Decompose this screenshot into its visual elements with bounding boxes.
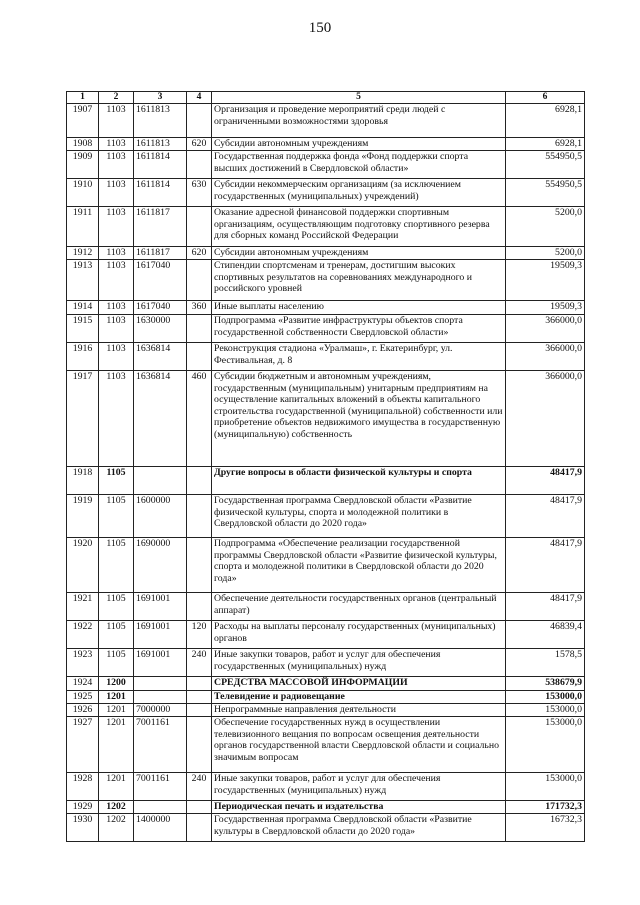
row-name: Расходы на выплаты персоналу государственных (муниципальных) органов xyxy=(212,621,506,649)
row-name: Стипендии спортсменам и тренерам, достигшим высоких спортивных результатов на соревнованиях международного и российского уровней xyxy=(212,260,506,301)
table-row xyxy=(67,495,585,538)
table-row xyxy=(67,773,585,801)
expense-type xyxy=(187,260,212,301)
target-code: 1691001 xyxy=(134,593,187,621)
expense-type xyxy=(187,343,212,371)
expense-type: 240 xyxy=(187,773,212,801)
column-header: 1 xyxy=(67,92,99,104)
row-sum: 48417,9 xyxy=(506,538,585,593)
row-number: 1928 xyxy=(67,773,99,801)
expense-type xyxy=(187,538,212,593)
table-row xyxy=(67,179,585,207)
expense-type: 620 xyxy=(187,247,212,260)
row-number: 1907 xyxy=(67,104,99,138)
row-number: 1930 xyxy=(67,814,99,842)
table-row xyxy=(67,138,585,151)
table-body xyxy=(67,104,585,842)
row-number: 1908 xyxy=(67,138,99,151)
target-code: 7000000 xyxy=(134,704,187,717)
row-sum: 19509,3 xyxy=(506,260,585,301)
budget-table xyxy=(66,91,585,842)
section-code: 1202 xyxy=(99,814,134,842)
row-number: 1922 xyxy=(67,621,99,649)
row-sum: 153000,0 xyxy=(506,717,585,773)
expense-type xyxy=(187,315,212,343)
target-code: 1611814 xyxy=(134,151,187,179)
target-code: 1617040 xyxy=(134,301,187,315)
table-row xyxy=(67,649,585,677)
expense-type xyxy=(187,814,212,842)
row-sum: 46839,4 xyxy=(506,621,585,649)
row-number: 1924 xyxy=(67,677,99,691)
section-code: 1103 xyxy=(99,301,134,315)
row-name: Субсидии автономным учреждениям xyxy=(212,138,506,151)
section-code: 1103 xyxy=(99,151,134,179)
column-header: 5 xyxy=(212,92,506,104)
section-code: 1103 xyxy=(99,247,134,260)
row-number: 1919 xyxy=(67,495,99,538)
row-number: 1917 xyxy=(67,371,99,467)
expense-type: 360 xyxy=(187,301,212,315)
target-code: 1611813 xyxy=(134,138,187,151)
expense-type xyxy=(187,801,212,814)
section-code: 1103 xyxy=(99,343,134,371)
column-header: 6 xyxy=(506,92,585,104)
row-sum: 171732,3 xyxy=(506,801,585,814)
expense-type xyxy=(187,104,212,138)
row-number: 1913 xyxy=(67,260,99,301)
section-code: 1105 xyxy=(99,538,134,593)
table-row xyxy=(67,343,585,371)
row-number: 1926 xyxy=(67,704,99,717)
column-header: 2 xyxy=(99,92,134,104)
row-name: Государственная программа Свердловской области «Развитие культуры в Свердловской области до 2020 года» xyxy=(212,814,506,842)
target-code: 7001161 xyxy=(134,773,187,801)
target-code xyxy=(134,801,187,814)
row-name: Иные закупки товаров, работ и услуг для обеспечения государственных (муниципальных) нужд xyxy=(212,649,506,677)
table-row xyxy=(67,814,585,842)
section-code: 1201 xyxy=(99,704,134,717)
table-row xyxy=(67,151,585,179)
target-code: 1636814 xyxy=(134,343,187,371)
row-sum: 153000,0 xyxy=(506,691,585,704)
section-code: 1103 xyxy=(99,179,134,207)
row-sum: 19509,3 xyxy=(506,301,585,315)
row-name: Обеспечение деятельности государственных органов (центральный аппарат) xyxy=(212,593,506,621)
row-number: 1923 xyxy=(67,649,99,677)
row-number: 1921 xyxy=(67,593,99,621)
page-number: 150 xyxy=(308,20,332,36)
row-name: Государственная программа Свердловской области «Развитие физической культуры, спорта и молодежной политики в Свердловской области до 2020 года» xyxy=(212,495,506,538)
target-code: 1636814 xyxy=(134,371,187,467)
table-row xyxy=(67,704,585,717)
target-code xyxy=(134,691,187,704)
target-code: 1611813 xyxy=(134,104,187,138)
target-code xyxy=(134,677,187,691)
expense-type: 120 xyxy=(187,621,212,649)
row-number: 1916 xyxy=(67,343,99,371)
table-row xyxy=(67,301,585,315)
column-header: 4 xyxy=(187,92,212,104)
row-sum: 538679,9 xyxy=(506,677,585,691)
row-sum: 366000,0 xyxy=(506,315,585,343)
expense-type xyxy=(187,207,212,247)
row-sum: 48417,9 xyxy=(506,495,585,538)
section-code: 1105 xyxy=(99,649,134,677)
expense-type: 630 xyxy=(187,179,212,207)
row-number: 1918 xyxy=(67,467,99,495)
expense-type xyxy=(187,593,212,621)
target-code: 1600000 xyxy=(134,495,187,538)
row-sum: 48417,9 xyxy=(506,467,585,495)
row-number: 1920 xyxy=(67,538,99,593)
row-name: Обеспечение государственных нужд в осуществлении телевизионного вещания по вопросам освещения деятельности органов государственной власти Свердловской области и социально значимым вопросам xyxy=(212,717,506,773)
expense-type: 460 xyxy=(187,371,212,467)
section-code: 1103 xyxy=(99,260,134,301)
row-sum: 554950,5 xyxy=(506,151,585,179)
table-header-row xyxy=(67,92,585,104)
row-sum: 5200,0 xyxy=(506,207,585,247)
expense-type xyxy=(187,691,212,704)
row-sum: 48417,9 xyxy=(506,593,585,621)
row-name: Субсидии автономным учреждениям xyxy=(212,247,506,260)
target-code: 1617040 xyxy=(134,260,187,301)
section-code: 1103 xyxy=(99,207,134,247)
target-code: 1611817 xyxy=(134,247,187,260)
table-row xyxy=(67,467,585,495)
row-sum: 366000,0 xyxy=(506,343,585,371)
section-code: 1201 xyxy=(99,691,134,704)
row-number: 1915 xyxy=(67,315,99,343)
section-code: 1201 xyxy=(99,717,134,773)
table-row xyxy=(67,260,585,301)
row-sum: 554950,5 xyxy=(506,179,585,207)
row-number: 1925 xyxy=(67,691,99,704)
table-row xyxy=(67,717,585,773)
row-sum: 1578,5 xyxy=(506,649,585,677)
table-row xyxy=(67,247,585,260)
target-code: 1400000 xyxy=(134,814,187,842)
expense-type xyxy=(187,717,212,773)
target-code: 1611814 xyxy=(134,179,187,207)
row-name: Организация и проведение мероприятий среди людей с ограниченными возможностями здоровья xyxy=(212,104,506,138)
section-code: 1105 xyxy=(99,467,134,495)
section-code: 1202 xyxy=(99,801,134,814)
section-code: 1105 xyxy=(99,593,134,621)
expense-type xyxy=(187,495,212,538)
expense-type xyxy=(187,704,212,717)
row-name: Субсидии некоммерческим организациям (за исключением государственных (муниципальных) учреждений) xyxy=(212,179,506,207)
table-row xyxy=(67,371,585,467)
row-sum: 153000,0 xyxy=(506,704,585,717)
row-sum: 153000,0 xyxy=(506,773,585,801)
row-name: Периодическая печать и издательства xyxy=(212,801,506,814)
section-code: 1201 xyxy=(99,773,134,801)
table-row xyxy=(67,677,585,691)
target-code: 1691001 xyxy=(134,649,187,677)
target-code: 1690000 xyxy=(134,538,187,593)
row-name: Субсидии бюджетным и автономным учреждениям, государственным (муниципальным) унитарным предприятиям на осуществление капитальных вложений в объекты капитального строительства государственной (муниципальной) собственности или приобретение объектов недвижимого имущества в государственную (муниципальную) собственность xyxy=(212,371,506,467)
row-name: Государственная поддержка фонда «Фонд поддержки спорта высших достижений в Свердловской области» xyxy=(212,151,506,179)
row-name: Иные закупки товаров, работ и услуг для обеспечения государственных (муниципальных) нужд xyxy=(212,773,506,801)
table-row xyxy=(67,104,585,138)
row-name: Другие вопросы в области физической культуры и спорта xyxy=(212,467,506,495)
row-name: Иные выплаты населению xyxy=(212,301,506,315)
table-row xyxy=(67,315,585,343)
expense-type: 620 xyxy=(187,138,212,151)
column-header: 3 xyxy=(134,92,187,104)
target-code: 7001161 xyxy=(134,717,187,773)
section-code: 1103 xyxy=(99,315,134,343)
row-sum: 6928,1 xyxy=(506,138,585,151)
target-code: 1611817 xyxy=(134,207,187,247)
row-sum: 6928,1 xyxy=(506,104,585,138)
section-code: 1200 xyxy=(99,677,134,691)
expense-type xyxy=(187,677,212,691)
row-name: Реконструкция стадиона «Уралмаш», г. Екатеринбург, ул. Фестивальная, д. 8 xyxy=(212,343,506,371)
row-sum: 366000,0 xyxy=(506,371,585,467)
row-name: Телевидение и радиовещание xyxy=(212,691,506,704)
section-code: 1105 xyxy=(99,621,134,649)
row-number: 1927 xyxy=(67,717,99,773)
table-row xyxy=(67,538,585,593)
row-number: 1911 xyxy=(67,207,99,247)
table-row xyxy=(67,691,585,704)
row-number: 1914 xyxy=(67,301,99,315)
row-name: СРЕДСТВА МАССОВОЙ ИНФОРМАЦИИ xyxy=(212,677,506,691)
section-code: 1103 xyxy=(99,104,134,138)
table-row xyxy=(67,593,585,621)
row-number: 1910 xyxy=(67,179,99,207)
section-code: 1105 xyxy=(99,495,134,538)
section-code: 1103 xyxy=(99,371,134,467)
row-number: 1909 xyxy=(67,151,99,179)
table-row xyxy=(67,621,585,649)
row-name: Оказание адресной финансовой поддержки спортивным организациям, осуществляющим подготовку спортивного резерва для сборных команд Российской Федерации xyxy=(212,207,506,247)
table-row xyxy=(67,801,585,814)
row-name: Подпрограмма «Развитие инфраструктуры объектов спорта государственной собственности Свердловской области» xyxy=(212,315,506,343)
row-sum: 16732,3 xyxy=(506,814,585,842)
row-name: Непрограммные направления деятельности xyxy=(212,704,506,717)
row-number: 1912 xyxy=(67,247,99,260)
target-code: 1630000 xyxy=(134,315,187,343)
target-code: 1691001 xyxy=(134,621,187,649)
row-name: Подпрограмма «Обеспечение реализации государственной программы Свердловской области «Развитие физической культуры, спорта и молодежной политики в Свердловской области до 2020 года» xyxy=(212,538,506,593)
row-number: 1929 xyxy=(67,801,99,814)
expense-type xyxy=(187,467,212,495)
expense-type xyxy=(187,151,212,179)
target-code xyxy=(134,467,187,495)
expense-type: 240 xyxy=(187,649,212,677)
section-code: 1103 xyxy=(99,138,134,151)
row-sum: 5200,0 xyxy=(506,247,585,260)
table-row xyxy=(67,207,585,247)
